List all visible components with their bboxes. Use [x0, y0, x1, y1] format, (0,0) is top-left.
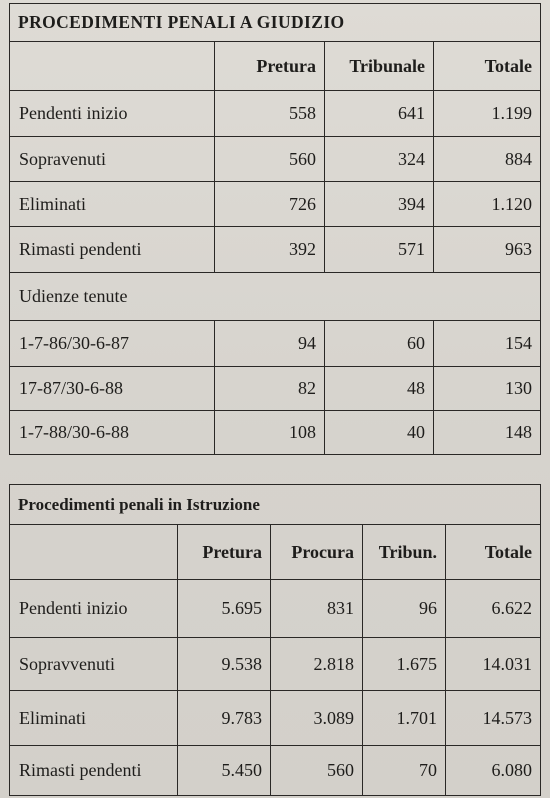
header-tribunale: Tribunale	[325, 42, 434, 91]
cell-pretura: 9.783	[178, 691, 271, 746]
procedimenti-giudizio-table	[9, 3, 541, 455]
cell-tribun: 1.675	[363, 638, 446, 691]
row-label: 1-7-88/30-6-88	[10, 411, 215, 455]
cell-pretura: 558	[215, 91, 325, 137]
cell-totale: 884	[434, 137, 541, 182]
table-row	[10, 137, 541, 182]
header-empty	[10, 525, 178, 580]
cell-tribunale: 641	[325, 91, 434, 137]
cell-tribun: 1.701	[363, 691, 446, 746]
table-row	[10, 691, 541, 746]
procedimenti-istruzione-table	[9, 484, 541, 796]
cell-pretura: 726	[215, 182, 325, 227]
cell-totale: 148	[434, 411, 541, 455]
table-row	[10, 580, 541, 638]
section-row	[10, 273, 541, 321]
table-row	[10, 182, 541, 227]
cell-totale: 963	[434, 227, 541, 273]
table-title-row	[10, 4, 541, 42]
row-label: Eliminati	[10, 182, 215, 227]
cell-pretura: 5.450	[178, 746, 271, 796]
cell-pretura: 392	[215, 227, 325, 273]
table-row	[10, 91, 541, 137]
cell-totale: 14.031	[446, 638, 541, 691]
row-label: Sopravvenuti	[10, 638, 178, 691]
cell-tribunale: 60	[325, 321, 434, 367]
header-totale: Totale	[434, 42, 541, 91]
header-pretura: Pretura	[215, 42, 325, 91]
table-title-row	[10, 485, 541, 525]
table-row	[10, 411, 541, 455]
cell-pretura: 9.538	[178, 638, 271, 691]
cell-totale: 1.199	[434, 91, 541, 137]
row-label: Sopravenuti	[10, 137, 215, 182]
table-row	[10, 321, 541, 367]
row-label: 17-87/30-6-88	[10, 367, 215, 411]
table-row	[10, 746, 541, 796]
header-pretura: Pretura	[178, 525, 271, 580]
cell-tribunale: 40	[325, 411, 434, 455]
table-header-row	[10, 525, 541, 580]
header-totale: Totale	[446, 525, 541, 580]
cell-procura: 3.089	[271, 691, 363, 746]
cell-totale: 6.080	[446, 746, 541, 796]
cell-totale: 6.622	[446, 580, 541, 638]
cell-tribunale: 394	[325, 182, 434, 227]
cell-pretura: 82	[215, 367, 325, 411]
cell-tribun: 70	[363, 746, 446, 796]
table-row	[10, 367, 541, 411]
section-label-udienze: Udienze tenute	[10, 273, 541, 321]
cell-procura: 560	[271, 746, 363, 796]
table-header-row	[10, 42, 541, 91]
cell-pretura: 94	[215, 321, 325, 367]
table-title: PROCEDIMENTI PENALI A GIUDIZIO	[10, 4, 541, 42]
cell-procura: 2.818	[271, 638, 363, 691]
table-title: Procedimenti penali in Istruzione	[10, 485, 541, 525]
cell-tribunale: 324	[325, 137, 434, 182]
cell-totale: 14.573	[446, 691, 541, 746]
cell-pretura: 560	[215, 137, 325, 182]
row-label: Eliminati	[10, 691, 178, 746]
cell-totale: 154	[434, 321, 541, 367]
row-label: Rimasti pendenti	[10, 227, 215, 273]
row-label: Rimasti pendenti	[10, 746, 178, 796]
cell-tribun: 96	[363, 580, 446, 638]
row-label: 1-7-86/30-6-87	[10, 321, 215, 367]
row-label: Pendenti inizio	[10, 91, 215, 137]
cell-pretura: 5.695	[178, 580, 271, 638]
header-tribun: Tribun.	[363, 525, 446, 580]
cell-tribunale: 48	[325, 367, 434, 411]
header-procura: Procura	[271, 525, 363, 580]
cell-totale: 1.120	[434, 182, 541, 227]
table-row	[10, 638, 541, 691]
header-empty	[10, 42, 215, 91]
table-row	[10, 227, 541, 273]
cell-totale: 130	[434, 367, 541, 411]
row-label: Pendenti inizio	[10, 580, 178, 638]
cell-procura: 831	[271, 580, 363, 638]
cell-tribunale: 571	[325, 227, 434, 273]
cell-pretura: 108	[215, 411, 325, 455]
